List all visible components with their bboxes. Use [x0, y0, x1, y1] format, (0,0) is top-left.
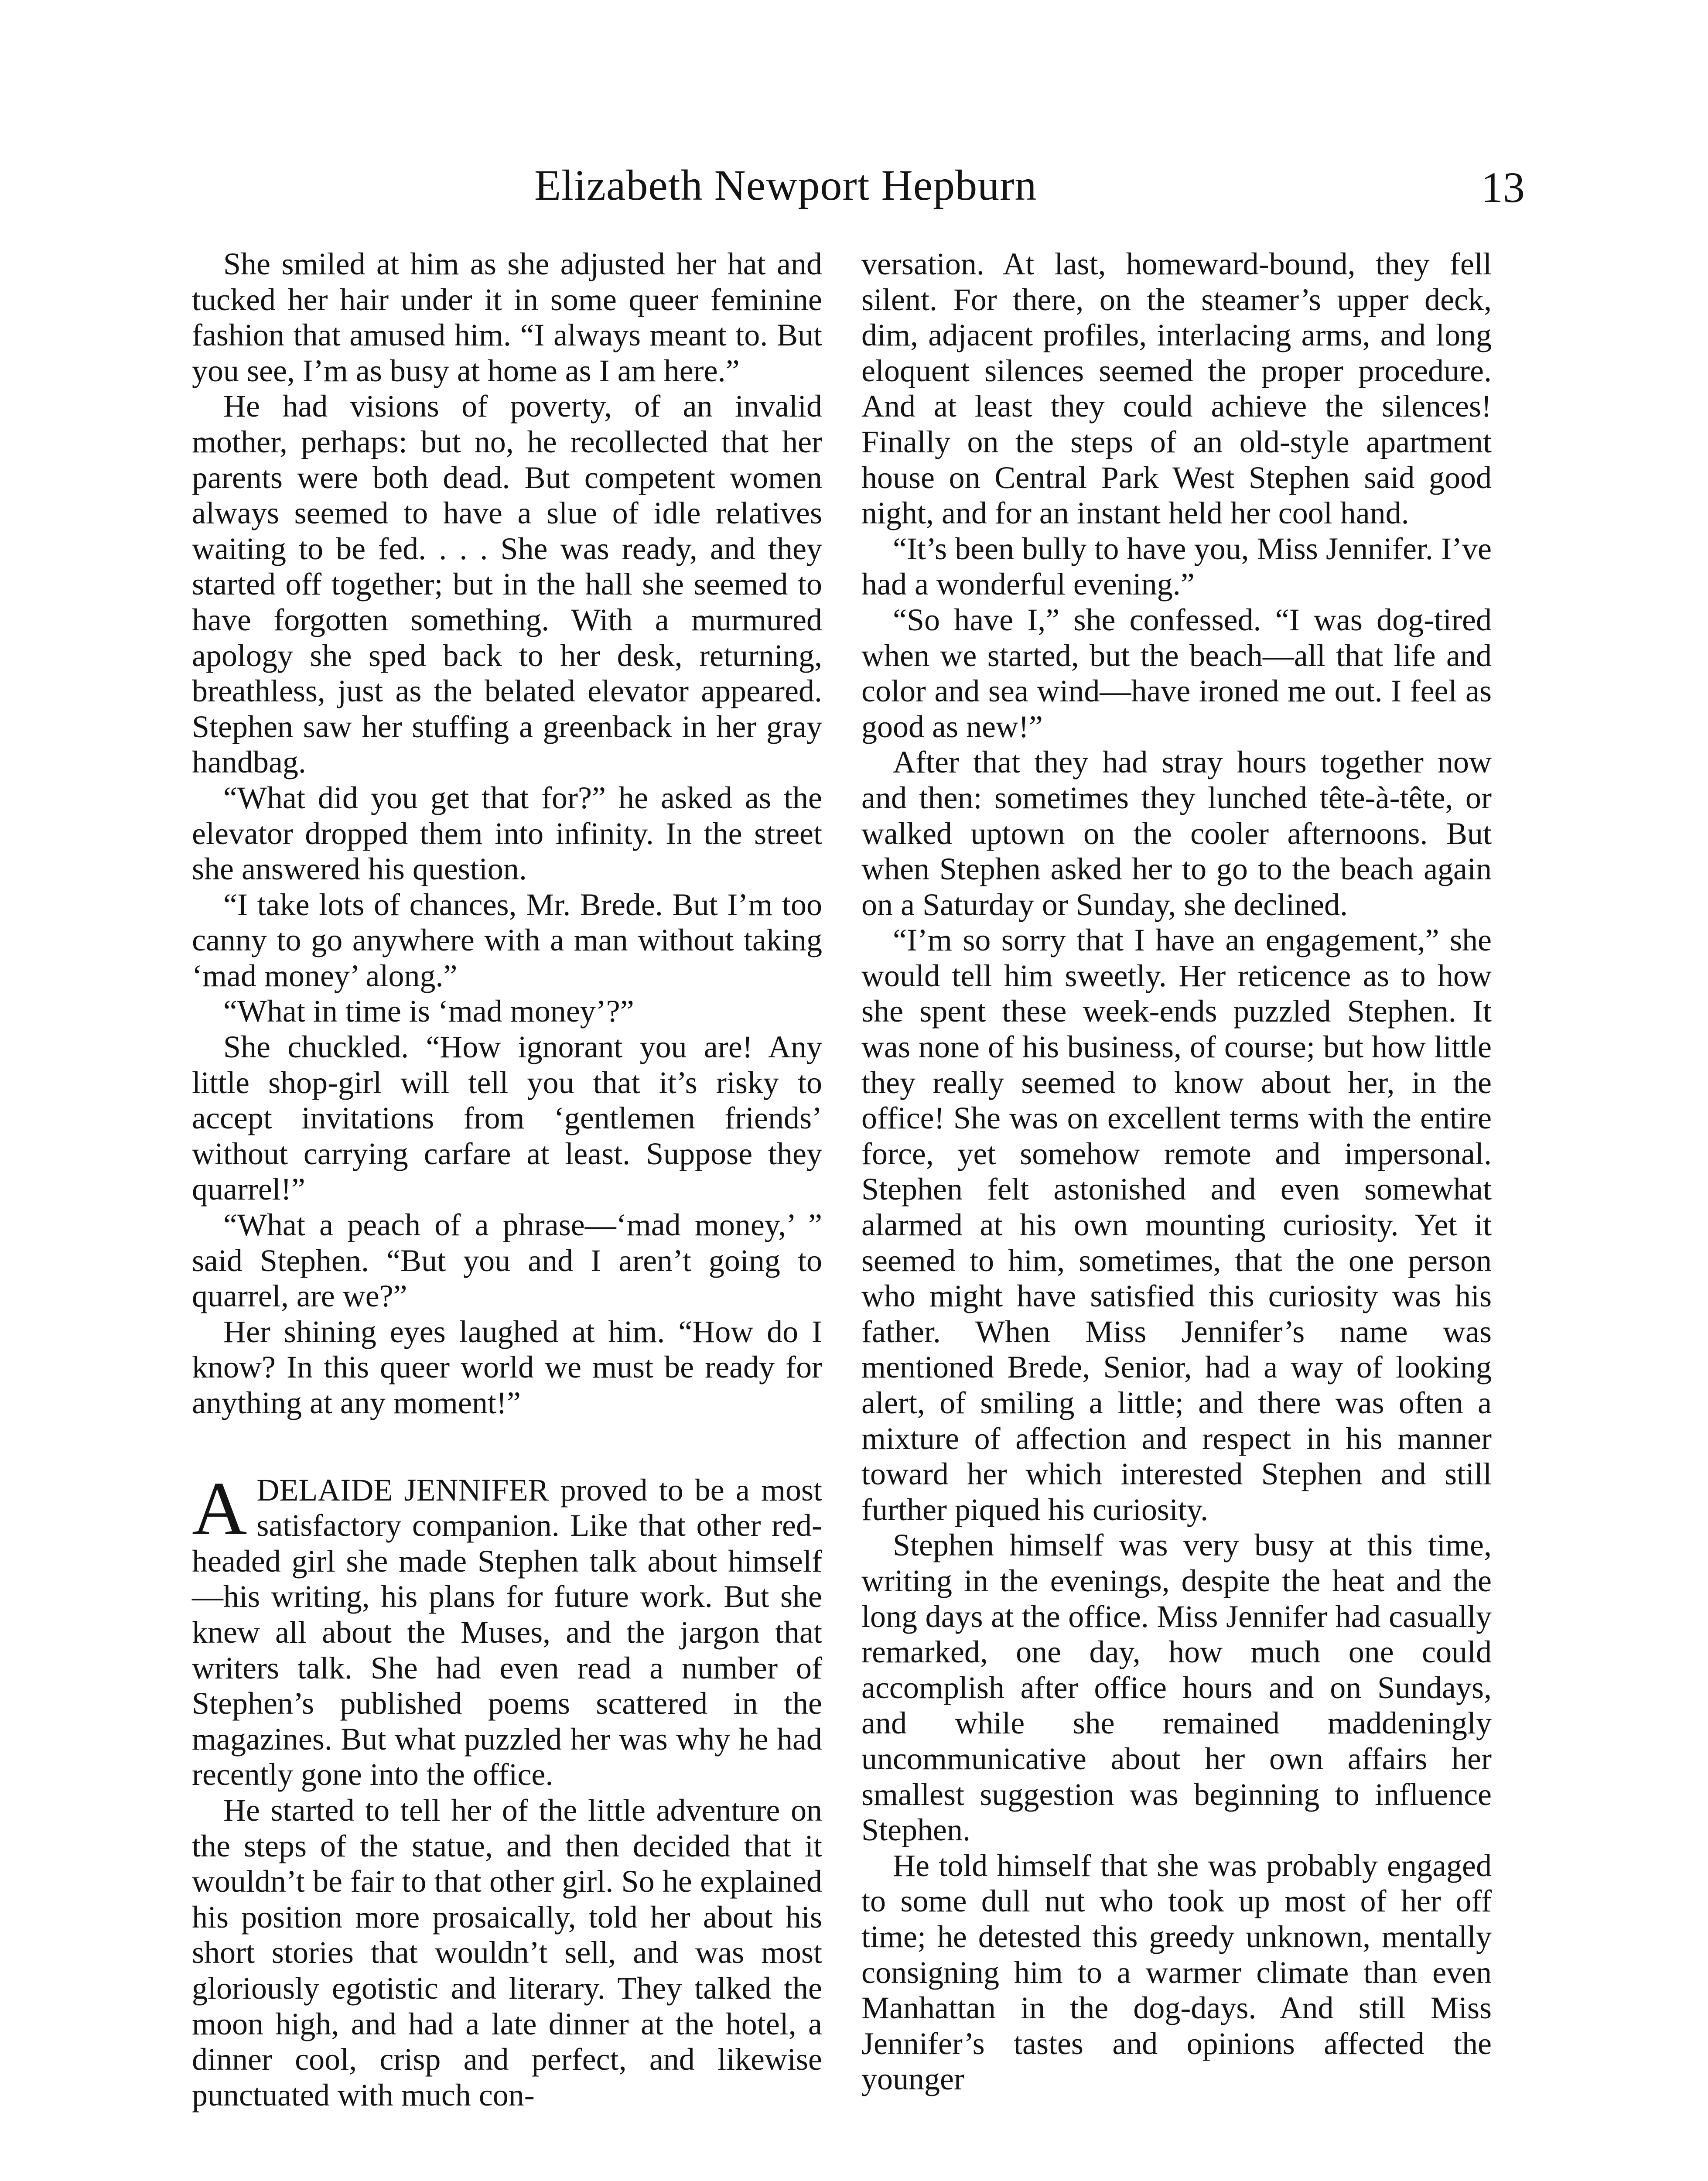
paragraph: He started to tell her of the little adventure on the steps of the statue, and then decided that it wouldn’t be fair to that other girl. So he explained his position more prosaically, told her about his short stories that wouldn’t sell, and was most gloriously egotistic and literary. They talked the moon high, and had a late dinner at the hotel, a dinner cool, crisp and perfect, and likewise punctuated with much con-	[192, 1792, 822, 2113]
paragraph: “I take lots of chances, Mr. Brede. But I’m too canny to go anywhere with a man without taking ‘mad money’ along.”	[192, 887, 822, 993]
paragraph: She chuckled. “How ignorant you are! Any little shop-girl will tell you that it’s risky to accept invitations from ‘gentlemen friends’ without carrying carfare at least. Suppose they quarrel!”	[192, 1029, 822, 1207]
section-lead-text: DELAIDE JENNIFER proved to be a most satisfactory companion. Like that other red-headed girl she made Stephen talk about himself—his writing, his plans for future work. But she knew all about the Muses, and the jargon that writers talk. She had even read a number of Stephen’s published poems scattered in the magazines. But what puzzled her was why he had recently gone into the office.	[192, 1472, 822, 1792]
paragraph: “What a peach of a phrase—‘mad money,’ ” said Stephen. “But you and I aren’t going to quarrel, are we?”	[192, 1207, 822, 1314]
paragraph: He told himself that she was probably engaged to some dull nut who took up most of her off time; he detested this greedy unknown, mentally consigning him to a warmer climate than even Manhattan in the dog-days. And still Miss Jennifer’s tastes and opinions affected the younger	[861, 1848, 1492, 2097]
paragraph: “It’s been bully to have you, Miss Jennifer. I’ve had a wonderful evening.”	[861, 531, 1492, 602]
paragraph: Stephen himself was very busy at this time, writing in the evenings, despite the heat and the long days at the office. Miss Jennifer had casually remarked, one day, how much one could accomplish after office hours and on Sundays, and while she remained maddeningly uncommunicative about her own affairs her smallest suggestion was beginning to influence Stephen.	[861, 1528, 1492, 1848]
paragraph: He had visions of poverty, of an invalid mother, perhaps: but no, he recollected that her parents were both dead. But competent women always seemed to have a slue of idle relatives waiting to be fed. . . . She was ready, and they started off together; but in the hall she seemed to have forgotten something. With a murmured apology she sped back to her desk, returning, breathless, just as the belated elevator appeared. Stephen saw her stuffing a greenback in her gray handbag.	[192, 389, 822, 780]
paragraph: “What did you get that for?” he asked as the elevator dropped them into infinity. In the street she answered his question.	[192, 780, 822, 887]
paragraph: She smiled at him as she adjusted her hat and tucked her hair under it in some queer feminine fashion that amused him. “I always meant to. But you see, I’m as busy at home as I am here.”	[192, 246, 822, 388]
paragraph: Her shining eyes laughed at him. “How do I know? In this queer world we must be ready for anything at any moment!”	[192, 1314, 822, 1420]
continued-paragraph: versation. At last, homeward-bound, they fell silent. For there, on the steamer’s upper deck, dim, adjacent profiles, interlacing arms, and long eloquent silences seemed the proper procedure. And at least they could achieve the silences! Finally on the steps of an old-style apartment house on Central Park West Stephen said good night, and for an instant held her cool hand.	[861, 246, 1492, 531]
section-lead-paragraph	[192, 1466, 822, 1793]
paragraph: After that they had stray hours together now and then: sometimes they lunched tête-à-tête, or walked uptown on the cooler afternoons. But when Stephen asked her to go to the beach again on a Saturday or Sunday, she declined.	[861, 745, 1492, 922]
paragraph: “I’m so sorry that I have an engagement,” she would tell him sweetly. Her reticence as to how she spent these week-ends puzzled Stephen. It was none of his business, of course; but how little they really seemed to know about her, in the office! She was on excellent terms with the entire force, yet somehow remote and impersonal. Stephen felt astonished and even somewhat alarmed at his own mounting curiosity. Yet it seemed to him, sometimes, that the one person who might have satisfied this curiosity was his father. When Miss Jennifer’s name was mentioned Brede, Senior, had a way of looking alert, of smiling a little; and there was often a mixture of affection and respect in his manner toward her which interested Stephen and still further piqued his curiosity.	[861, 923, 1492, 1527]
paragraph: “So have I,” she confessed. “I was dog-tired when we started, but the beach—all that life and color and sea wind—have ironed me out. I feel as good as new!”	[861, 602, 1492, 744]
running-head-title: Elizabeth Newport Hepburn	[534, 161, 1037, 209]
left-column	[192, 246, 822, 2113]
paragraph: “What in time is ‘mad money’?”	[223, 994, 634, 1029]
drop-cap: A	[192, 1466, 247, 1551]
right-column	[861, 246, 1492, 2097]
page-number: 13	[1481, 163, 1525, 212]
